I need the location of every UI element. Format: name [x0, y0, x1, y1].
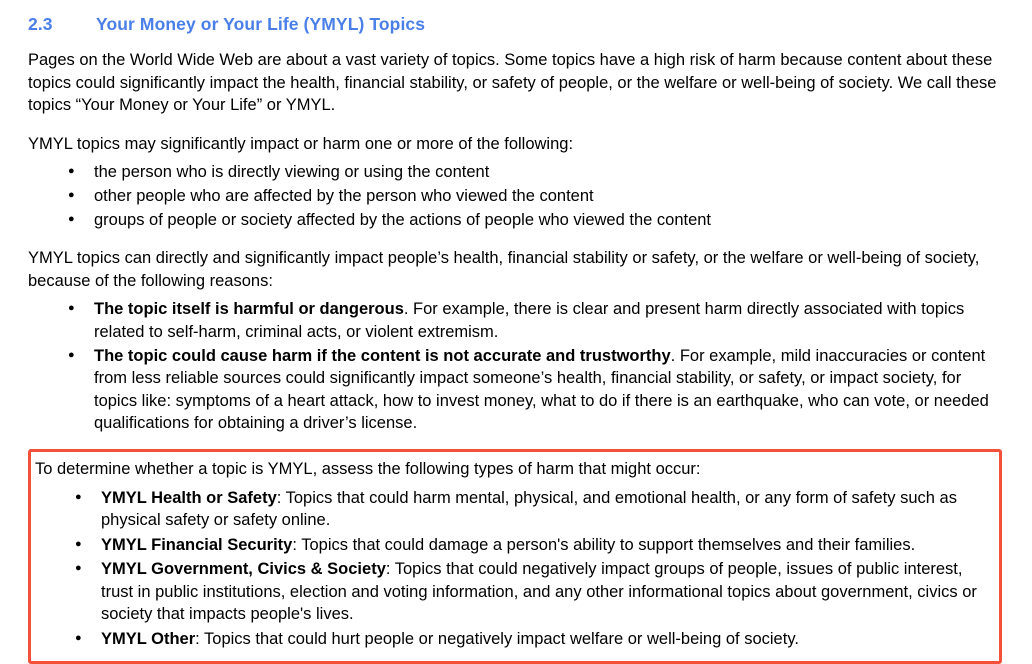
list-item [64, 185, 1002, 208]
list-item-text: : Topics that could hurt people or negatively impact welfare or well-being of society. [195, 630, 799, 649]
list-item-bold-lead: YMYL Government, Civics & Society [101, 560, 386, 579]
list-item-text: : Topics that could damage a person's ability to support themselves and their families. [292, 535, 916, 554]
list-item-text: : Topics that could harm mental, physical, and emotional health, or any form of safety such as physical safety or safety online. [101, 488, 957, 530]
list-item [64, 298, 1002, 343]
list-item-bold-lead: YMYL Financial Security [101, 535, 293, 554]
list-item-bold-lead: The topic itself is harmful or dangerous [94, 300, 404, 319]
impact-lead-paragraph: YMYL topics may significantly impact or harm one or more of the following: [28, 134, 574, 153]
list-item-bold-lead: The topic could cause harm if the content is not accurate and trustworthy [94, 346, 671, 365]
list-item [64, 161, 1002, 184]
section-number: 2.3 [28, 14, 53, 34]
list-item-text: . For example, mild inaccuracies or content from less reliable sources could significantly impact someone’s health, financial stability, or safety, or impact society, for topics like: symptoms of a heart attack, how to invest money, what to do if there is an earthquake, who can vote, or needed qualifications for obtaining a driver’s license. [94, 346, 989, 433]
intro-paragraph: Pages on the World Wide Web are about a vast variety of topics. Some topics have a high risk of harm because content about these topics could significantly impact the health, financial stability, or safety of people, or the welfare or well-being of society. We call these topics “Your Money or Your Life” or YMYL. [28, 51, 997, 115]
highlighted-callout-box [28, 449, 1002, 664]
section-heading [28, 14, 1002, 35]
list-item-text: : Topics that could negatively impact groups of people, issues of public interest, trust in public institutions, election and voting information, and any other informational topics about government, civics or society that impacts people's lives. [101, 560, 977, 624]
reasons-list [28, 298, 1002, 435]
ymyl-harm-types-list [33, 487, 991, 651]
list-item-text: the person who is directly viewing or using the content [94, 163, 490, 182]
list-item [64, 209, 1002, 232]
reasons-lead-paragraph: YMYL topics can directly and significantly impact people’s health, financial stability or safety, or the welfare or well-being of society, because of the following reasons: [28, 249, 980, 290]
list-item [71, 534, 991, 557]
list-item [71, 487, 991, 532]
list-item [64, 345, 1002, 435]
highlight-lead-paragraph: To determine whether a topic is YMYL, assess the following types of harm that might occur: [35, 459, 701, 478]
list-item-bold-lead: YMYL Health or Safety [101, 488, 277, 507]
list-item [71, 558, 991, 626]
section-title: Your Money or Your Life (YMYL) Topics [96, 14, 426, 34]
list-item-text: . For example, there is clear and present harm directly associated with topics related to self-harm, criminal acts, or violent extremism. [94, 300, 965, 341]
list-item-bold-lead: YMYL Other [101, 630, 196, 649]
list-item [71, 628, 991, 651]
list-item-text: groups of people or society affected by the actions of people who viewed the content [94, 210, 712, 229]
list-item-text: other people who are affected by the person who viewed the content [94, 186, 594, 205]
impact-list [28, 161, 1002, 231]
